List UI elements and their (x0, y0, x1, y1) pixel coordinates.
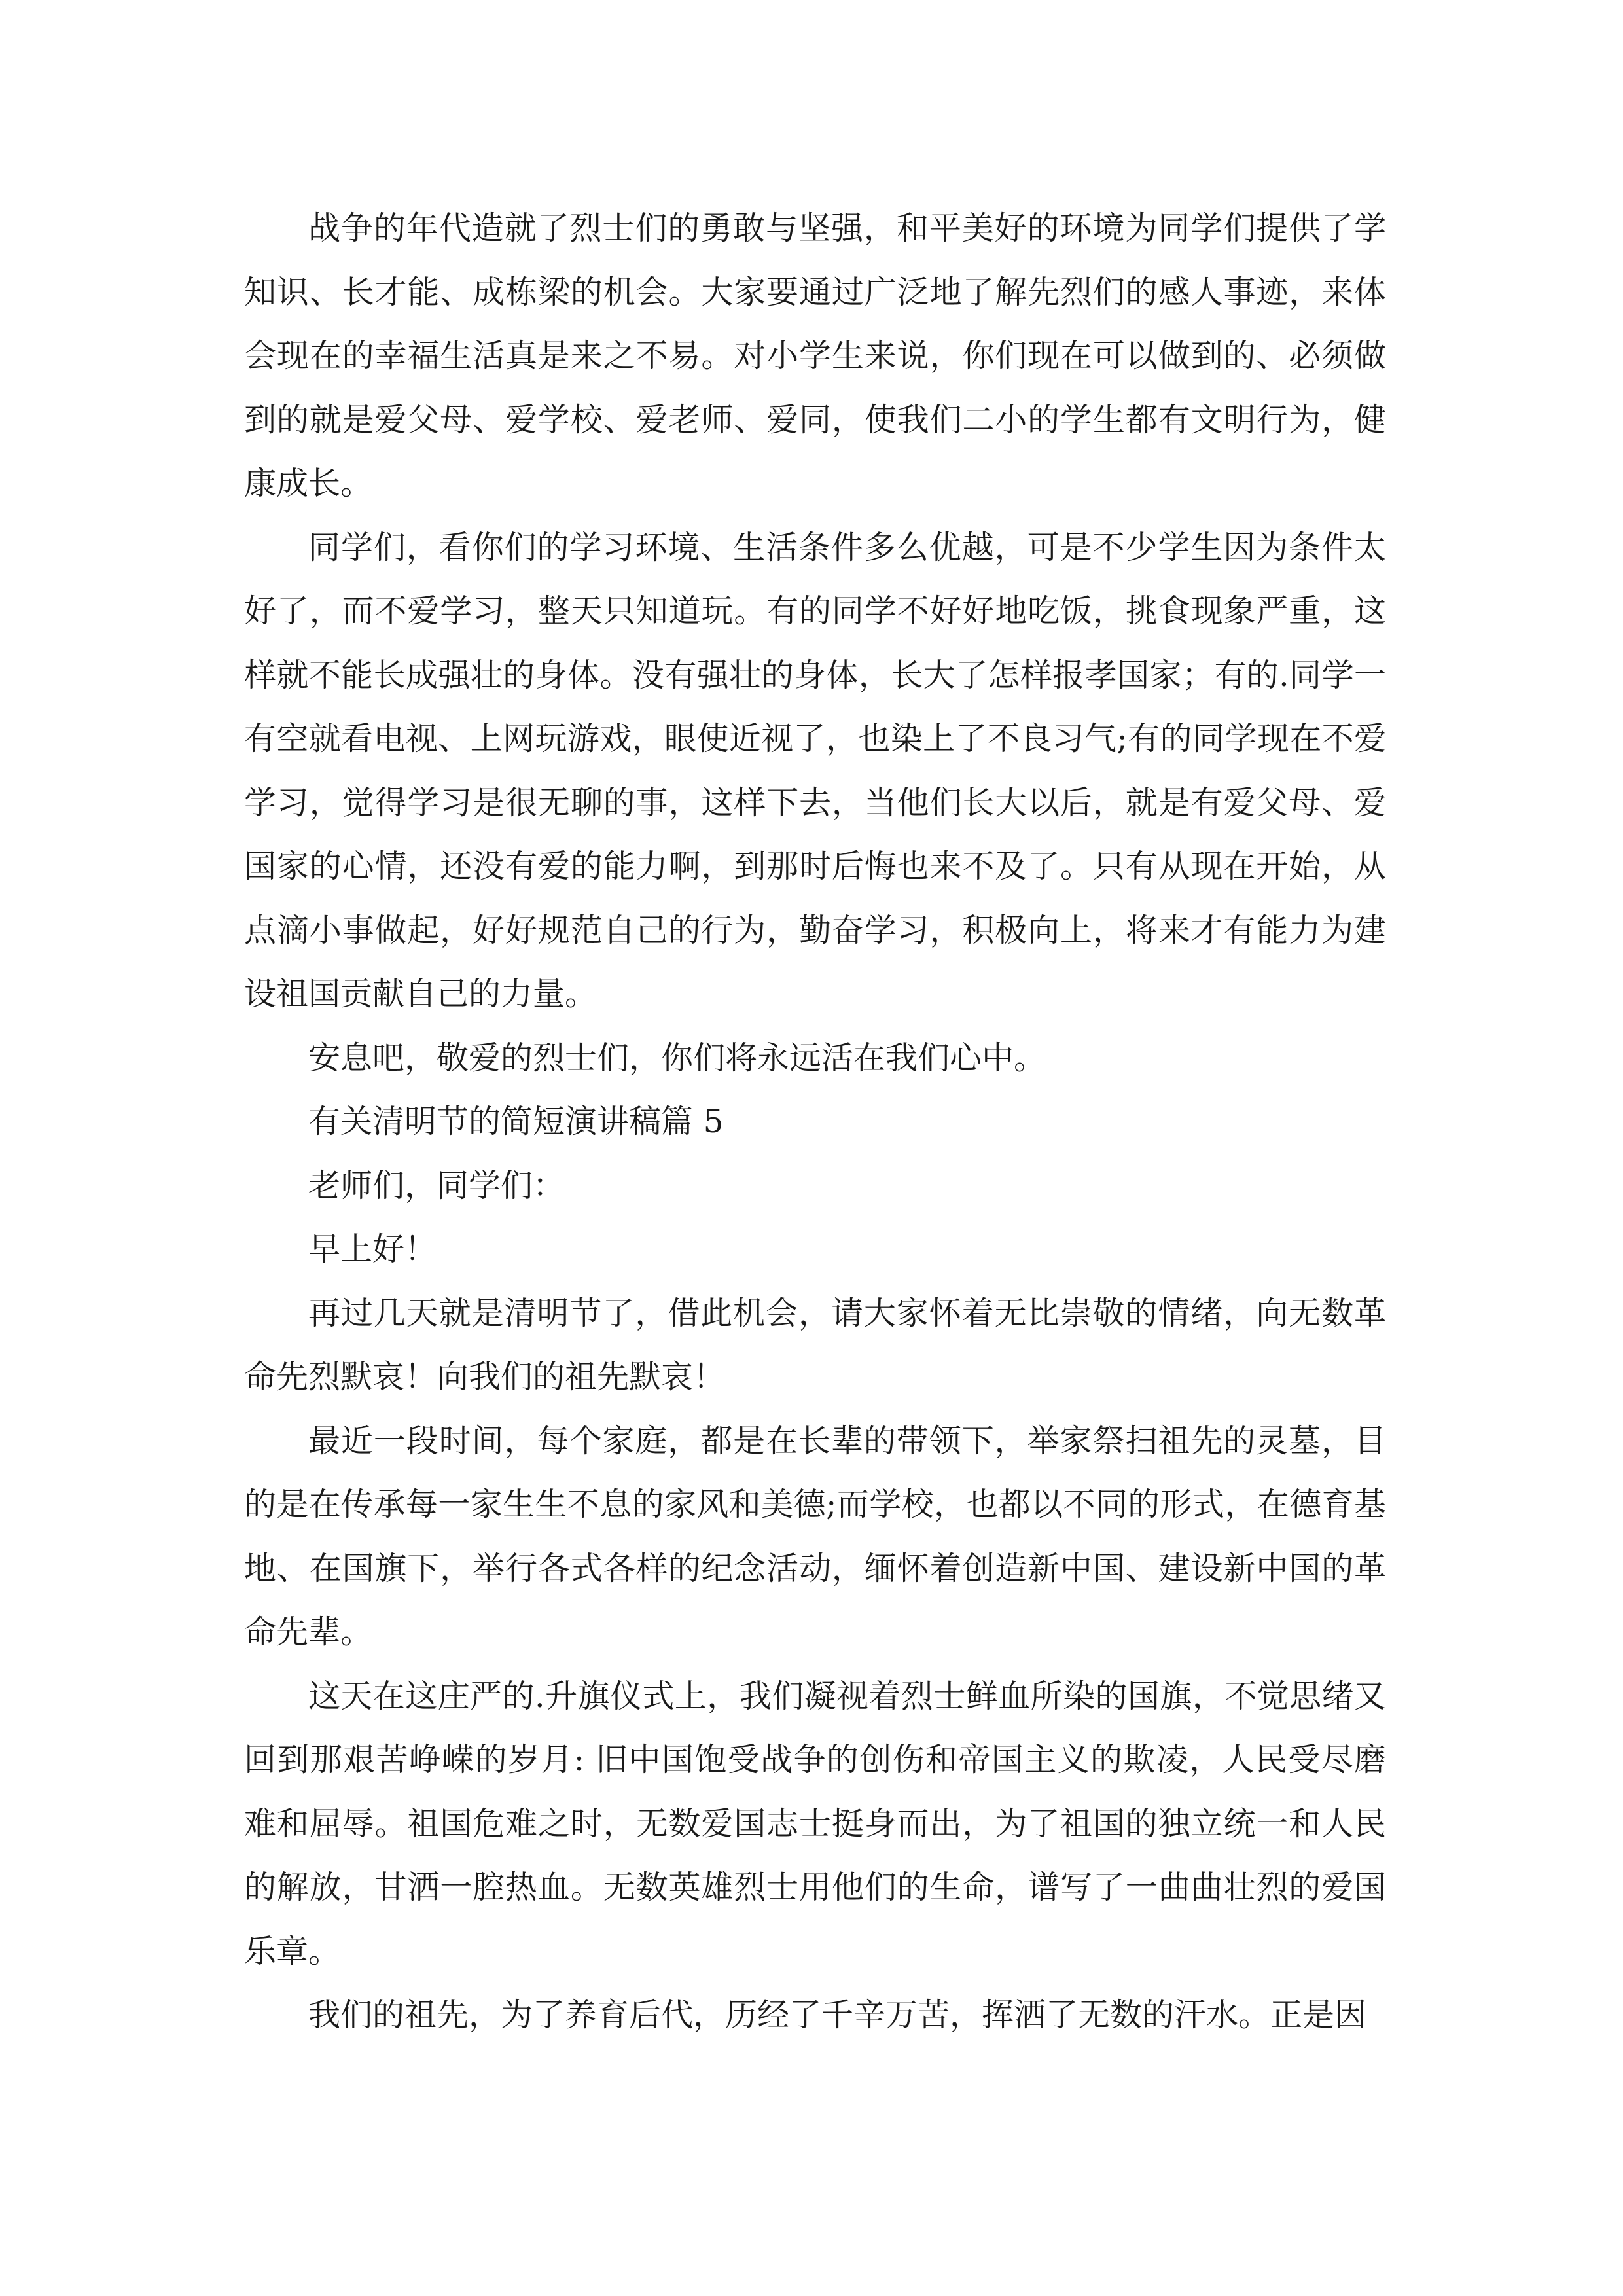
section-title: 有关清明节的简短演讲稿篇 5 (308, 1103, 724, 1140)
paragraph-9: 这天在这庄严的.升旗仪式上，我们凝视着烈士鲜血所染的国旗，不觉思绪又回到那艰苦峥嵘的岁月: 旧中国饱受战争的创伤和帝国主义的欺凌，人民受尽磨难和屈辱。祖国危难之时，无数爱国志士挺身而出，为了祖国的独立统一和人民的解放，甘洒一腔热血。无数英雄烈士用他们的生命，谱写了一曲曲壮烈的爱国乐章。 (244, 1677, 1386, 1970)
salutation: 老师们，同学们： (308, 1166, 565, 1204)
paragraph-10: 我们的祖先，为了养育后代，历经了千辛万苦，挥洒了无数的汗水。正是因 (308, 1996, 1367, 2034)
document-body (244, 196, 1386, 2047)
greeting: 早上好！ (308, 1230, 437, 1268)
paragraph-2: 同学们，看你们的学习环境、生活条件多么优越，可是不少学生因为条件太好了，而不爱学习，整天只知道玩。有的同学不好好地吃饭，挑食现象严重，这样就不能长成强壮的身体。没有强壮的身体，长大了怎样报孝国家；有的.同学一有空就看电视、上网玩游戏，眼使近视了，也染上了不良习气;有的同学现在不爱学习，觉得学习是很无聊的事，这样下去，当他们长大以后，就是有爱父母、爱国家的心情，还没有爱的能力啊，到那时后悔也来不及了。只有从现在开始，从点滴小事做起，好好规范自己的行为，勤奋学习，积极向上，将来才有能力为建设祖国贡献自己的力量。 (244, 528, 1386, 1013)
paragraph-7: 再过几天就是清明节了，借此机会，请大家怀着无比崇敬的情绪，向无数革命先烈默哀！向我们的祖先默哀！ (244, 1294, 1386, 1395)
paragraph-1: 战争的年代造就了烈士们的勇敢与坚强，和平美好的环境为同学们提供了学知识、长才能、成栋梁的机会。大家要通过广泛地了解先烈们的感人事迹，来体会现在的幸福生活真是来之不易。对小学生来说，你们现在可以做到的、必须做到的就是爱父母、爱学校、爱老师、爱同，使我们二小的学生都有文明行为，健康成长。 (244, 209, 1386, 502)
paragraph-3: 安息吧，敬爱的烈士们，你们将永远活在我们心中。 (308, 1039, 1046, 1077)
paragraph-8: 最近一段时间，每个家庭，都是在长辈的带领下，举家祭扫祖先的灵墓，目的是在传承每一家生生不息的家风和美德;而学校，也都以不同的形式，在德育基地、在国旗下，举行各式各样的纪念活动，缅怀着创造新中国、建设新中国的革命先辈。 (244, 1422, 1386, 1651)
